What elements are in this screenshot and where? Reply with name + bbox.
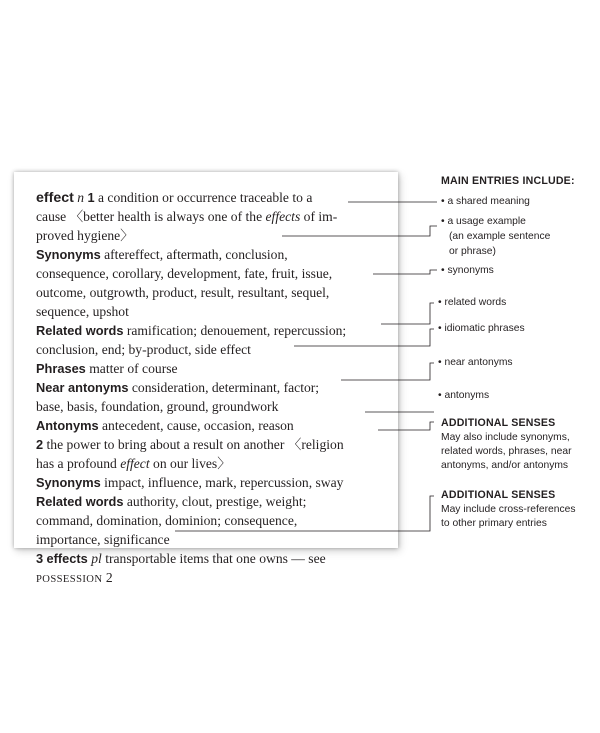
cross-reference: POSSESSION (36, 574, 103, 585)
entry-line-3: proved hygiene〉 (36, 228, 134, 243)
related-words-label: Related words (36, 323, 124, 338)
entry-line-12: base, basis, foundation, ground, groundwork (36, 399, 279, 414)
annotation-idiomatic-phrases: • idiomatic phrases (438, 323, 525, 334)
annotation-additional-senses-1-line-3: antonyms, and/or antonyms (441, 460, 569, 471)
synonyms-text: aftereffect, aftermath, conclusion, (104, 247, 288, 262)
entry-line-19: importance, significance (36, 532, 170, 547)
sense-number-3: 3 (36, 551, 44, 566)
sense-2-example-italic: effect (120, 456, 150, 471)
annotation-additional-senses-title-1: ADDITIONAL SENSES (441, 417, 556, 429)
definition-text: a condition or occurrence traceable to a (98, 190, 313, 205)
annotation-additional-senses-1-line-1: May also include synonyms, (441, 432, 570, 443)
related-words-text-2: authority, clout, prestige, weight; (126, 494, 307, 509)
leader-usage-example (282, 226, 437, 236)
sense-3-headword: effects (46, 551, 88, 566)
annotation-synonyms: • synonyms (441, 265, 494, 276)
sense-number-2: 2 (36, 437, 44, 452)
usage-example-text-end: of im- (300, 209, 338, 224)
leader-related-words (381, 303, 434, 324)
headword: effect (36, 190, 74, 206)
sense-2-example: has a profound (36, 456, 121, 471)
near-antonyms-label: Near antonyms (36, 380, 129, 395)
annotation-shared-meaning: • a shared meaning (441, 196, 530, 207)
entry-line-7: sequence, upshot (36, 304, 129, 319)
annotation-additional-senses-2-line-2: to other primary entries (441, 518, 547, 529)
antonyms-label: Antonyms (36, 418, 99, 433)
phrases-text: matter of course (89, 361, 178, 376)
annotation-additional-senses-1-line-2: related words, phrases, near (441, 446, 572, 457)
annotation-additional-senses-title-2: ADDITIONAL SENSES (441, 489, 556, 501)
leader-near-antonyms (341, 363, 434, 380)
annotation-usage-example: • a usage example (441, 216, 526, 227)
annotations-title: MAIN ENTRIES INCLUDE: (441, 175, 575, 187)
leader-synonyms (373, 270, 437, 274)
synonyms-text-2: impact, influence, mark, repercussion, sway (104, 475, 344, 490)
leader-idiomatic-phrases (294, 329, 434, 346)
synonyms-label: Synonyms (36, 247, 101, 262)
synonyms-label-2: Synonyms (36, 475, 101, 490)
entry-line-9: conclusion, end; by-product, side effect (36, 342, 251, 357)
phrases-label: Phrases (36, 361, 86, 376)
sense-3-pos: pl (91, 551, 102, 566)
annotation-related-words: • related words (438, 297, 507, 308)
near-antonyms-text: consideration, determinant, factor; (131, 380, 320, 395)
cross-reference-number: 2 (105, 570, 113, 585)
usage-example-italic: effects (265, 209, 301, 224)
sense-number: 1 (87, 190, 95, 205)
sense-3-definition: transportable items that one owns — see (105, 551, 326, 566)
antonyms-text: antecedent, cause, occasion, reason (101, 418, 294, 433)
annotation-usage-example-line-3: or phrase) (449, 246, 496, 257)
related-words-label-2: Related words (36, 494, 124, 509)
sense-2-definition: the power to bring about a result on another 〈religion (46, 437, 344, 452)
sense-2-example-end: on our lives〉 (149, 456, 231, 471)
annotation-usage-example-line-2: (an example sentence (449, 231, 551, 242)
usage-example-text: cause 〈better health is always one of the (36, 209, 266, 224)
entry-line-18: command, domination, dominion; consequence, (36, 513, 298, 528)
related-words-text: ramification; denouement, repercussion; (126, 323, 347, 338)
annotation-additional-senses-2-line-1: May include cross-references (441, 504, 576, 515)
part-of-speech: n (77, 190, 85, 205)
annotation-antonyms: • antonyms (438, 390, 490, 401)
entry-line-5: consequence, corollary, development, fate, fruit, issue, (36, 266, 333, 281)
entry-line-6: outcome, outgrowth, product, result, resultant, sequel, (36, 285, 330, 300)
leader-additional-senses-2 (175, 496, 434, 531)
leader-additional-senses-1 (378, 422, 434, 430)
annotation-near-antonyms: • near antonyms (438, 357, 513, 368)
